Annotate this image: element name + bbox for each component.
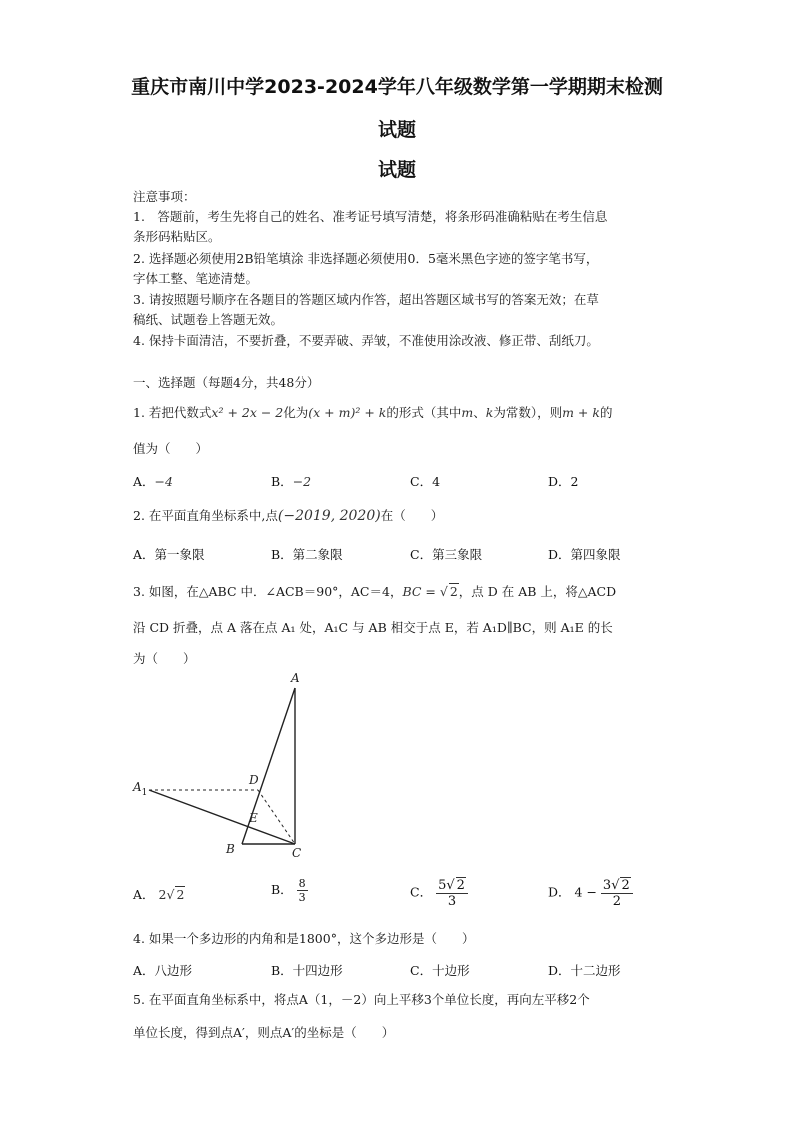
notice-item-1-cont: 条形码粘贴区。 [133, 229, 221, 244]
q1-expr2: (x + m)² + k [308, 405, 387, 420]
q4-option-b[interactable]: B．十四边形 [271, 963, 343, 978]
q1-option-c-value: 4 [432, 474, 441, 489]
q1-option-d-label: D． [548, 474, 571, 489]
q1-text-d: 为常数），则 [493, 405, 563, 420]
q3-label-a1-main: A [133, 780, 142, 794]
q1-option-b-label: B． [271, 474, 293, 489]
q3-option-d-label: D． [548, 884, 571, 900]
notice-item-3-cont: 稿纸、试题卷上答题无效。 [133, 312, 284, 327]
q3-option-c-num-radicand: 2 [456, 878, 465, 893]
q1-option-b[interactable] [271, 472, 311, 490]
q3-option-c-den: 3 [447, 894, 457, 909]
q3-label-d: D [249, 773, 259, 787]
q3-segment-dc [258, 790, 295, 844]
q3-option-c-fraction: $\frac{5√ 2}{3}$ [436, 877, 468, 909]
q3-option-d-den: 2 [612, 894, 621, 909]
q3-option-c[interactable] [410, 877, 468, 909]
q1-var-m: m [461, 405, 474, 420]
notice-item-2: 2. 选择题必须使用2B铅笔填涂 非选择题必须使用0．5毫米黑色字迹的签字笔书写， [133, 251, 599, 266]
q4-option-d[interactable]: D．十二边形 [548, 963, 621, 978]
q3-option-d-num-coef: 3 [602, 878, 612, 893]
q1-option-c-label: C． [410, 474, 433, 489]
q4-option-a[interactable]: A．八边形 [133, 963, 193, 978]
q2-text-b: 在（ ） [380, 508, 444, 523]
q2-option-a[interactable]: A．第一象限 [133, 547, 205, 562]
question-2 [133, 508, 443, 524]
q1-option-a-label: A． [133, 474, 155, 489]
q1-option-b-value: −2 [292, 474, 312, 489]
q1-option-d[interactable] [548, 472, 578, 490]
q3-option-b-num: 8 [298, 877, 306, 890]
notice-item-4: 4. 保持卡面清洁，不要折叠，不要弄破、弄皱，不准使用涂改液、修正带、刮纸刀。 [133, 333, 599, 348]
q1-option-c[interactable] [410, 472, 440, 490]
exam-title-line1: 重庆市南川中学2023-2024学年八年级数学第一学期期末检测 [131, 76, 663, 98]
q3-option-b-den: 3 [298, 891, 306, 904]
q1-option-a-value: −4 [154, 474, 173, 489]
exam-title-line3: 试题 [377, 159, 416, 181]
section-heading: 一、选择题（每题4分，共48分） [133, 375, 320, 390]
question-3: 3. 如图，在△ABC 中．∠ACB＝90°，AC＝4，BC = √ 2，点 D 在 AB 上，将△ACD [133, 584, 617, 599]
q3-option-d-lead: 4 − [574, 884, 597, 900]
q1-text-b: 化为 [283, 405, 309, 420]
notice-heading: 注意事项： [133, 189, 196, 204]
q3-label-a1-sub: 1 [141, 788, 148, 798]
notice-item-1: 1. 答题前，考生先将自己的姓名、准考证号填写清楚，将条形码准确粘贴在考生信息 [133, 209, 608, 224]
q1-text-a: 1. 若把代数式 [133, 405, 212, 420]
q3-label-a1 [132, 780, 147, 798]
question-5: 5. 在平面直角坐标系中，将点A（1，－2）向上平移3个单位长度，再向左平移2个 [133, 992, 590, 1007]
q3-option-a-label: A． [133, 887, 155, 902]
question-4: 4. 如果一个多边形的内角和是1800°，这个多边形是（ ） [133, 931, 475, 946]
q1-expr3: m + k [562, 405, 600, 420]
q3-option-b[interactable] [271, 877, 308, 904]
q1-expr1: x² + 2x − 2 [211, 405, 284, 420]
q3-segment-a1c [149, 790, 295, 844]
question-3-cont2: 为（ ） [133, 651, 196, 666]
question-1-cont: 值为（ ） [133, 441, 209, 456]
q3-option-b-fraction [297, 877, 308, 904]
q1-text-c: 的形式（其中 [386, 405, 462, 420]
q2-option-b[interactable]: B．第二象限 [271, 547, 343, 562]
q3-option-a[interactable]: A． 2√ 2 [133, 887, 185, 902]
notice-item-3: 3. 请按照题号顺序在各题目的答题区域内作答，超出答题区域书写的答案无效；在草 [133, 292, 599, 307]
q3-option-d-num-radicand: 2 [621, 878, 630, 893]
q3-label-b: B [226, 842, 235, 856]
q3-option-d[interactable] [548, 877, 633, 909]
q3-option-a-radicand: 2 [176, 887, 185, 902]
q2-option-d[interactable]: D．第四象限 [548, 547, 621, 562]
q2-text-a: 2. 在平面直角坐标系中,点 [133, 508, 278, 523]
q3-option-c-num-coef: 5 [438, 878, 447, 893]
question-3-cont: 沿 CD 折叠，点 A 落在点 A₁ 处，A₁C 与 AB 相交于点 E，若 A₁D∥BC，则 A₁E 的长 [133, 620, 613, 635]
q3-bc-radicand: 2 [449, 584, 458, 599]
q1-text-e: 的 [599, 405, 613, 420]
q3-triangle-figure [125, 668, 325, 866]
q1-sep: 、 [473, 405, 486, 420]
q1-option-a[interactable] [133, 472, 173, 490]
q2-option-c[interactable]: C．第三象限 [410, 547, 483, 562]
question-1 [133, 405, 612, 421]
exam-title-line2: 试题 [377, 119, 416, 141]
q3-bc-label: BC = [402, 584, 440, 599]
question-5-cont: 单位长度，得到点A′，则点A′的坐标是（ ） [133, 1025, 395, 1040]
q3-label-e: E [249, 811, 258, 825]
q3-label-c: C [292, 846, 302, 860]
q3-option-b-label: B． [271, 882, 293, 897]
q3-text-a: 3. 如图，在△ABC 中．∠ACB＝90°，AC＝4， [133, 584, 403, 599]
q3-option-a-coef: 2 [158, 887, 167, 902]
q3-label-a: A [291, 671, 300, 685]
notice-item-2-cont: 字体工整、笔迹清楚。 [133, 271, 259, 286]
q3-text-b: ，点 D 在 AB 上，将△ACD [458, 584, 617, 599]
q3-option-c-label: C． [410, 884, 433, 900]
q3-option-d-fraction: $\frac{3√ 2}{2}$ [601, 877, 633, 909]
q1-option-d-value: 2 [570, 474, 579, 489]
q2-point: (−2019, 2020) [277, 508, 381, 524]
q4-option-c[interactable]: C．十边形 [410, 963, 470, 978]
q1-var-k: k [485, 405, 494, 420]
